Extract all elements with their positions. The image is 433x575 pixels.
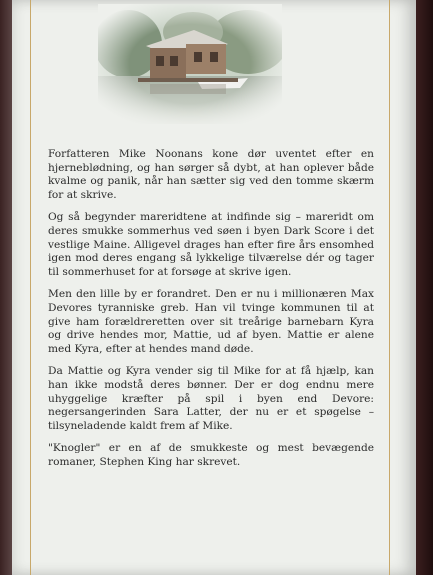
background-edge: [416, 0, 433, 575]
synopsis-paragraph-4: Da Mattie og Kyra vender sig til Mike for at få hjælp, kan han ikke modstå deres bønner. Der er dog endnu mere uhyggelige kræfter på spil i byen end Devore: negersangerinden Sara Latter, der nu er et spøgelse – tilsyneladende kaldt frem af Mike.: [48, 365, 374, 432]
synopsis-paragraph-1: Forfatteren Mike Noonans kone dør uventet efter en hjerneblødning, og han sørger så dybt, at han oplever både kvalme og panik, når han sætter sig ved den tomme skærm for at skrive.: [48, 148, 374, 201]
synopsis-paragraph-3: Men den lille by er forandret. Den er nu i millionæren Max Devores tyranniske greb. Han vil tvinge kommunen til at give ham forældreretten over sit treårige barnebarn Kyra og drive hendes mor, Mattie, ud af byen. Mattie er alene med Kyra, efter at hendes mand døde.: [48, 288, 374, 355]
synopsis-text: [48, 148, 374, 478]
synopsis-paragraph-5: "Knogler" er en af de smukkeste og mest bevægende romaner, Stephen King har skrevet.: [48, 442, 374, 468]
lake-house-illustration: [98, 4, 282, 124]
book-spine-shadow: [0, 0, 12, 575]
synopsis-paragraph-2: Og så begynder mareridtene at indfinde sig – mareridt om deres smukke sommerhus ved søen i byen Dark Score i det vestlige Maine. Alligevel drages han efter fire års ensomhed igen mod deres engang så lykkelige tilværelse dér og tager til sommerhuset for at forsøge at skrive igen.: [48, 211, 374, 278]
